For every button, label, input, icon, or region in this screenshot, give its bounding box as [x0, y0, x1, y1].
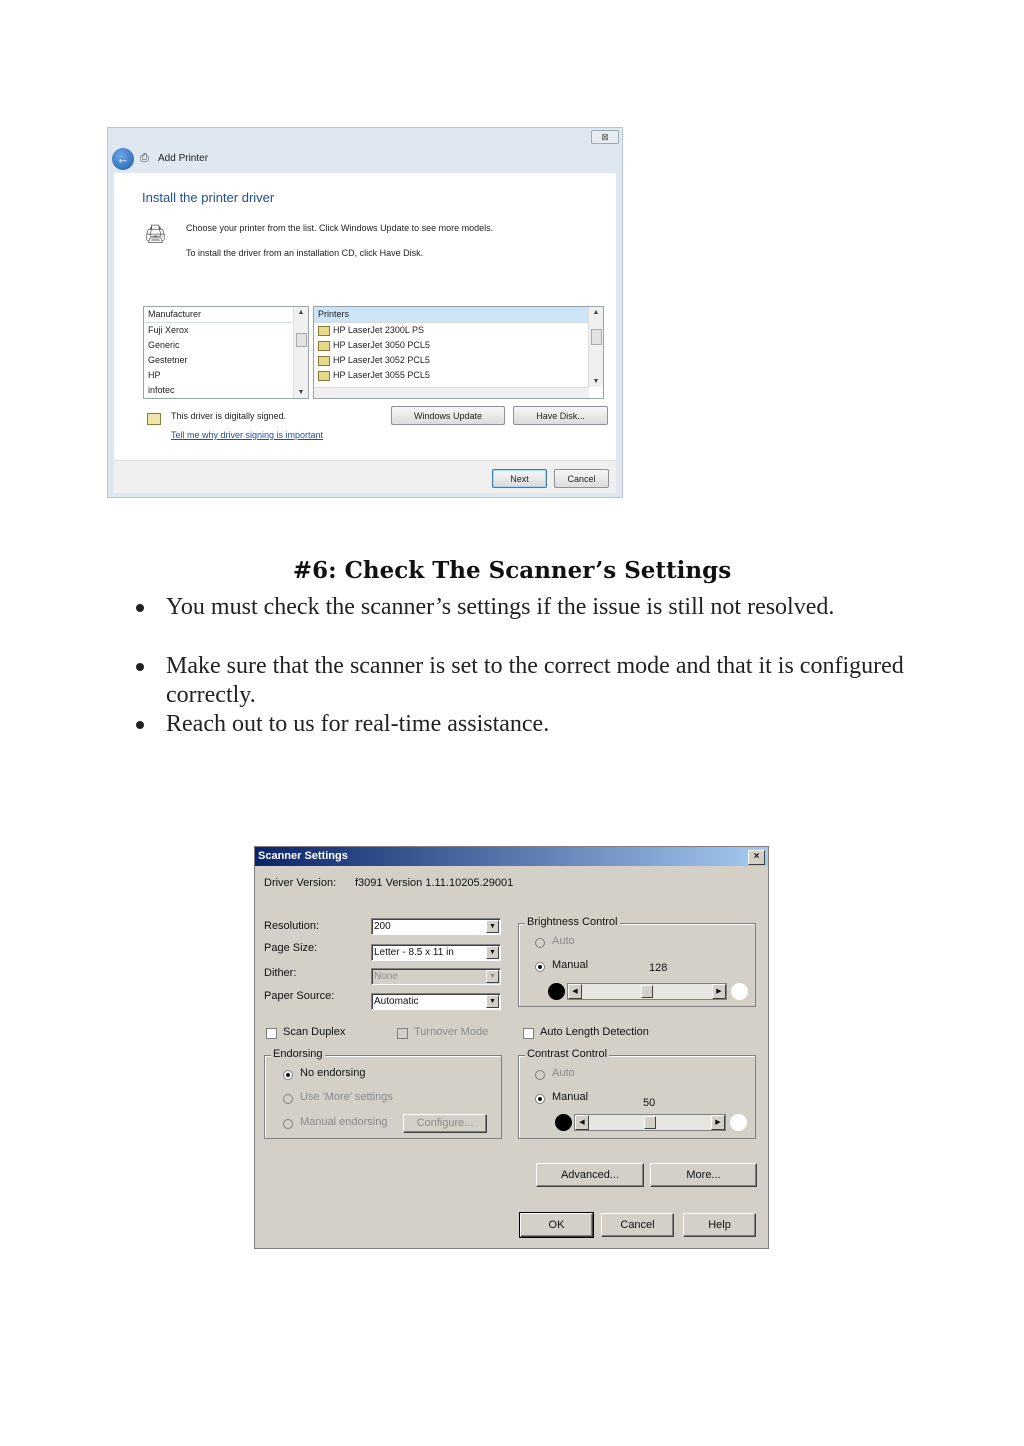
- printers-list[interactable]: [313, 306, 604, 399]
- list-item[interactable]: [314, 353, 603, 368]
- resolution-label: Resolution:: [264, 920, 320, 932]
- ok-button[interactable]: OK: [520, 1213, 593, 1237]
- dark-icon: [555, 1114, 572, 1131]
- scrollbar[interactable]: [588, 307, 603, 387]
- list-item-label: HP LaserJet 3052 PCL5: [333, 355, 430, 365]
- group-title: Endorsing: [273, 1048, 323, 1060]
- list-item[interactable]: [314, 323, 603, 338]
- auto-length-label: Auto Length Detection: [540, 1026, 649, 1038]
- page-size-select[interactable]: [371, 944, 501, 961]
- radio-manual[interactable]: [535, 962, 545, 972]
- configure-button: Configure...: [403, 1114, 487, 1133]
- slider-thumb[interactable]: [641, 985, 653, 998]
- manual-endorsing-label: Manual endorsing: [300, 1116, 388, 1128]
- paper-source-select[interactable]: [371, 993, 501, 1010]
- list-item[interactable]: [314, 338, 603, 353]
- close-button[interactable]: ⊠: [591, 130, 619, 144]
- window-title: Scanner Settings: [258, 850, 348, 862]
- contrast-control-group: [518, 1048, 756, 1139]
- chevron-down-icon: ▼: [486, 970, 499, 983]
- scroll-thumb[interactable]: [296, 333, 307, 347]
- chevron-left-icon[interactable]: ◀: [575, 1115, 589, 1130]
- signed-text: This driver is digitally signed.: [171, 411, 287, 421]
- certificate-icon: [147, 413, 161, 425]
- dither-select: [371, 968, 501, 985]
- use-more-label: Use 'More' settings: [300, 1091, 393, 1103]
- group-title: Brightness Control: [527, 916, 618, 928]
- scanner-settings-dialog: [254, 846, 769, 1249]
- no-endorsing-label: No endorsing: [300, 1067, 366, 1079]
- chevron-down-icon[interactable]: ▼: [486, 995, 499, 1008]
- list-header: Manufacturer: [144, 307, 308, 323]
- bullet-text: Make sure that the scanner is set to the correct mode and that it is configured correctly.: [166, 653, 904, 708]
- radio-no-endorsing[interactable]: [283, 1070, 293, 1080]
- radio-use-more: [283, 1094, 293, 1104]
- dither-label: Dither:: [264, 967, 297, 979]
- brightness-control-group: [518, 916, 756, 1007]
- back-arrow-icon[interactable]: ←: [112, 148, 134, 170]
- list-item[interactable]: Generic: [148, 340, 180, 350]
- instruction-text: Choose your printer from the list. Click Windows Update to see more models.: [186, 223, 494, 233]
- driver-signing-link[interactable]: Tell me why driver signing is important: [171, 430, 324, 440]
- brightness-slider[interactable]: [567, 983, 727, 1000]
- list-item: [136, 652, 936, 710]
- printer-icon: [318, 356, 330, 366]
- section-title: #6: Check The Scanner’s Settings: [292, 557, 732, 584]
- dialog-footer: [114, 460, 616, 493]
- light-icon: [731, 983, 748, 1000]
- turnover-mode-checkbox: [397, 1028, 408, 1039]
- slider-thumb[interactable]: [644, 1116, 656, 1129]
- radio-manual[interactable]: [535, 1094, 545, 1104]
- list-item[interactable]: infotec: [148, 385, 175, 395]
- list-header: Printers: [314, 307, 603, 323]
- auto-length-checkbox[interactable]: [523, 1028, 534, 1039]
- advanced-button[interactable]: Advanced...: [536, 1163, 644, 1187]
- radio-auto: [535, 1070, 545, 1080]
- scrollbar[interactable]: [293, 307, 308, 398]
- scan-duplex-label: Scan Duplex: [283, 1026, 346, 1038]
- brightness-value: 128: [649, 962, 668, 974]
- bullet-icon: [136, 721, 144, 729]
- list-item: [136, 710, 936, 739]
- printer-icon: [318, 371, 330, 381]
- group-title: Contrast Control: [527, 1048, 608, 1060]
- window-title: Add Printer: [158, 153, 209, 164]
- chevron-down-icon[interactable]: ▼: [486, 946, 499, 959]
- list-item[interactable]: Fuji Xerox: [148, 325, 189, 335]
- printer-icon: ⎙: [140, 152, 149, 164]
- have-disk-button[interactable]: Have Disk...: [513, 406, 608, 425]
- list-item-label: HP LaserJet 3055 PCL5: [333, 370, 430, 380]
- list-item[interactable]: Gestetner: [148, 355, 188, 365]
- bullet-text: You must check the scanner’s settings if the issue is still not resolved.: [166, 594, 835, 620]
- dialog-content: [114, 173, 616, 460]
- list-item[interactable]: [314, 368, 603, 383]
- scan-duplex-checkbox[interactable]: [266, 1028, 277, 1039]
- next-button[interactable]: Next: [492, 469, 547, 488]
- list-item-label: HP LaserJet 3050 PCL5: [333, 340, 430, 350]
- instruction-text: To install the driver from an installation CD, click Have Disk.: [186, 248, 424, 258]
- light-icon: [730, 1114, 747, 1131]
- manufacturer-list[interactable]: [143, 306, 309, 399]
- paper-source-label: Paper Source:: [264, 990, 335, 1002]
- list-item[interactable]: HP: [148, 370, 161, 380]
- select-value: Automatic: [374, 996, 419, 1007]
- close-button[interactable]: ×: [748, 850, 765, 865]
- bullet-icon: [136, 604, 144, 612]
- scroll-thumb[interactable]: [591, 329, 602, 345]
- bullet-text: Reach out to us for real-time assistance.: [166, 711, 550, 737]
- list-item: [136, 593, 936, 651]
- chevron-right-icon[interactable]: ▶: [712, 984, 726, 999]
- help-button[interactable]: Help: [683, 1213, 756, 1237]
- radio-auto: [535, 938, 545, 948]
- cancel-button[interactable]: Cancel: [554, 469, 609, 488]
- scroll-down-icon[interactable]: ▼: [592, 378, 600, 385]
- resolution-select[interactable]: [371, 918, 501, 935]
- endorsing-group: [264, 1048, 502, 1139]
- page-heading: Install the printer driver: [142, 190, 275, 205]
- brightness-auto-label: Auto: [552, 935, 575, 947]
- scroll-up-icon[interactable]: ▲: [297, 309, 305, 316]
- list-item-label: HP LaserJet 2300L PS: [333, 325, 425, 335]
- bullet-icon: [136, 663, 144, 671]
- turnover-mode-label: Turnover Mode: [414, 1026, 489, 1038]
- printer-icon: 🖨: [144, 224, 167, 244]
- page-size-label: Page Size:: [264, 942, 318, 954]
- contrast-manual-label: Manual: [552, 1091, 589, 1103]
- chevron-right-icon[interactable]: ▶: [711, 1115, 725, 1130]
- dark-icon: [548, 983, 565, 1000]
- scroll-up-icon[interactable]: ▲: [592, 309, 600, 316]
- printer-icon: [318, 341, 330, 351]
- cancel-button[interactable]: Cancel: [601, 1213, 674, 1237]
- driver-version-label: Driver Version:: [264, 877, 337, 889]
- printer-icon: [318, 326, 330, 336]
- select-value: None: [374, 971, 398, 982]
- more-button[interactable]: More...: [650, 1163, 757, 1187]
- radio-manual-endorsing: [283, 1119, 293, 1129]
- chevron-left-icon[interactable]: ◀: [568, 984, 582, 999]
- select-value: Letter - 8.5 x 11 in: [374, 947, 454, 958]
- scroll-down-icon[interactable]: ▼: [297, 389, 305, 396]
- horizontal-scrollbar[interactable]: [314, 387, 589, 398]
- add-printer-dialog: [107, 127, 623, 498]
- windows-update-button[interactable]: Windows Update: [391, 406, 505, 425]
- brightness-manual-label: Manual: [552, 959, 589, 971]
- contrast-auto-label: Auto: [552, 1067, 575, 1079]
- contrast-slider[interactable]: [574, 1114, 726, 1131]
- driver-version-value: f3091 Version 1.11.10205.29001: [355, 877, 514, 889]
- select-value: 200: [374, 921, 391, 932]
- title-bar: [255, 847, 768, 866]
- contrast-value: 50: [643, 1097, 656, 1109]
- chevron-down-icon[interactable]: ▼: [486, 920, 499, 933]
